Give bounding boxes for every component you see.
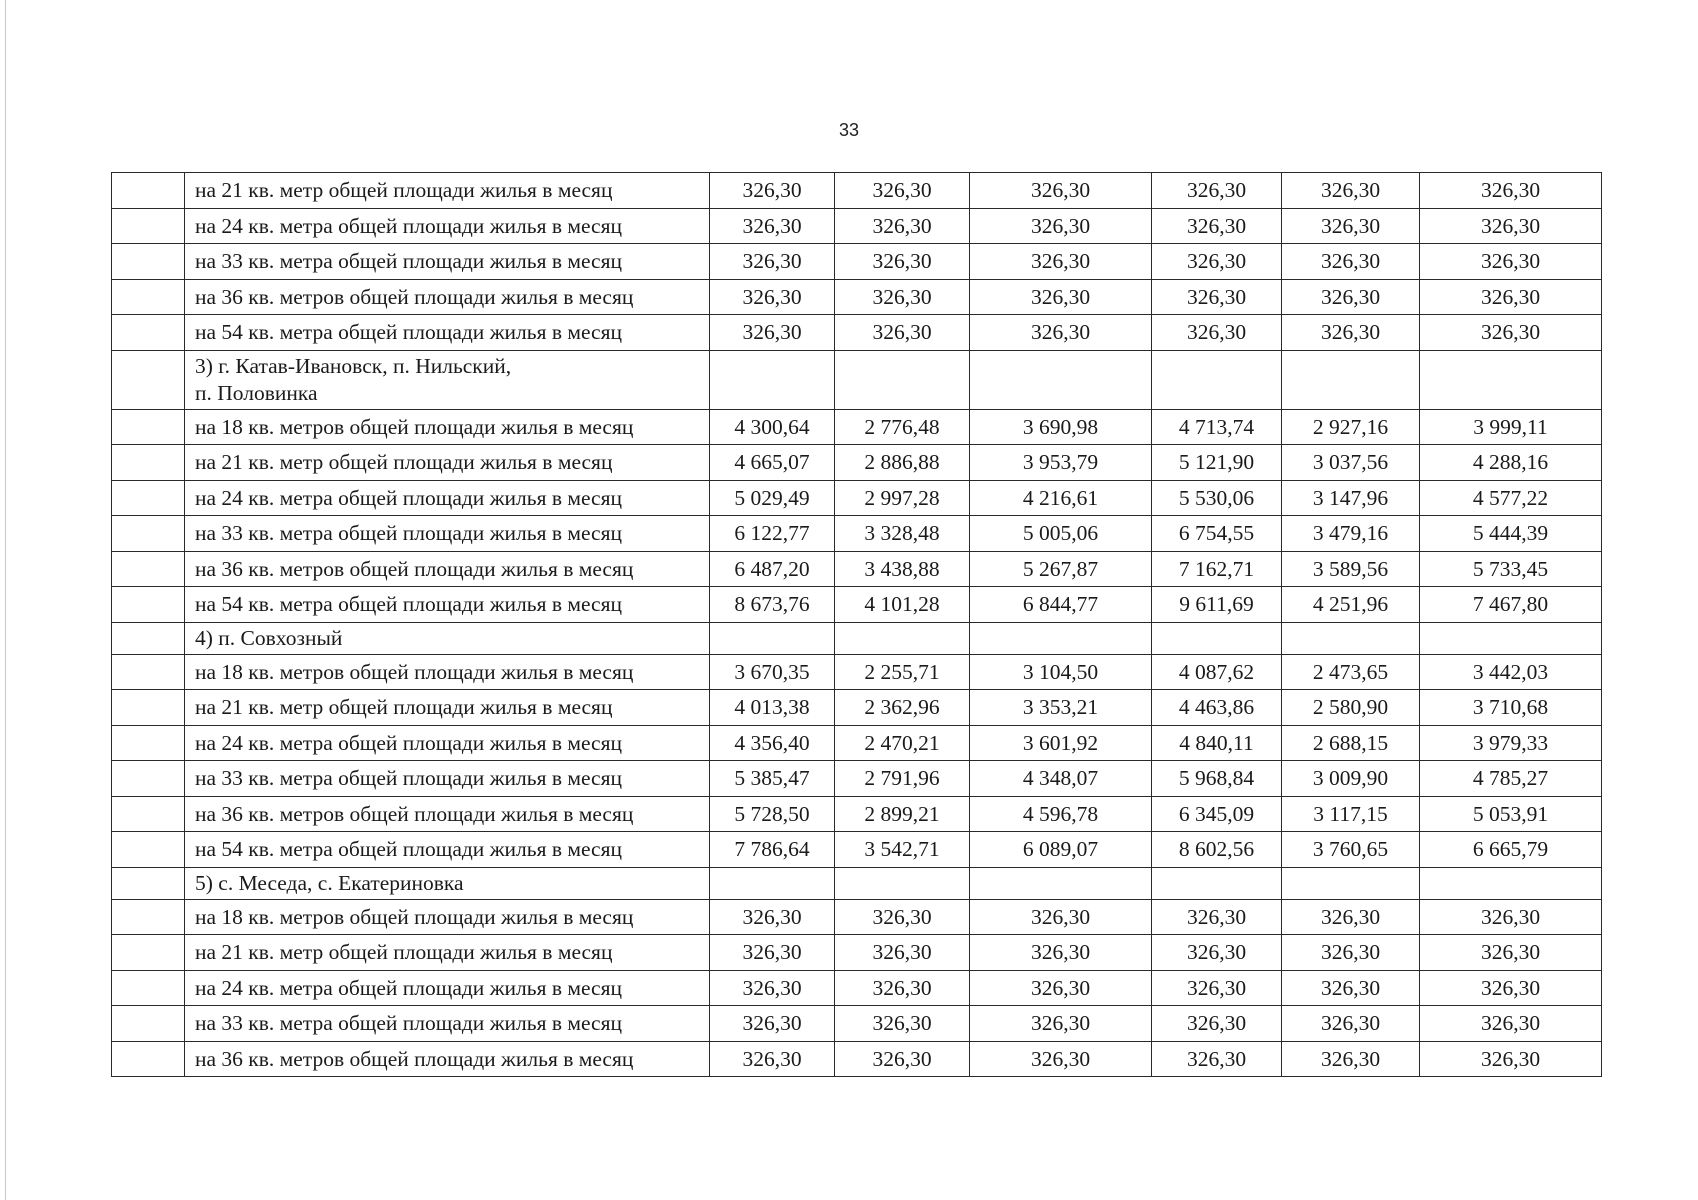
value-cell-col-3: 6 089,07 (970, 832, 1152, 868)
value-cell-col-3: 5 005,06 (970, 516, 1152, 552)
row-description-cell: на 33 кв. метра общей площади жилья в месяц (185, 516, 710, 552)
value-cell-col-4: 5 530,06 (1152, 480, 1282, 516)
section-title-cell (185, 350, 710, 409)
value-cell-col-4: 4 463,86 (1152, 690, 1282, 726)
value-cell-col-1: 326,30 (710, 208, 835, 244)
value-cell-col-4: 5 121,90 (1152, 445, 1282, 481)
value-cell-col-1: 4 356,40 (710, 725, 835, 761)
value-cell-col-4: 5 968,84 (1152, 761, 1282, 797)
empty-value-cell (835, 622, 970, 654)
value-cell-col-6: 326,30 (1420, 970, 1602, 1006)
section-header-row (112, 622, 1602, 654)
row-number-cell (112, 867, 185, 899)
value-cell-col-1: 6 122,77 (710, 516, 835, 552)
table-row (112, 516, 1602, 552)
value-cell-col-1: 5 029,49 (710, 480, 835, 516)
value-cell-col-6: 3 999,11 (1420, 409, 1602, 445)
value-cell-col-5: 3 589,56 (1282, 551, 1420, 587)
row-number-cell (112, 622, 185, 654)
value-cell-col-3: 3 953,79 (970, 445, 1152, 481)
empty-value-cell (1420, 867, 1602, 899)
value-cell-col-1: 326,30 (710, 315, 835, 351)
value-cell-col-6: 4 785,27 (1420, 761, 1602, 797)
value-cell-col-1: 4 665,07 (710, 445, 835, 481)
row-number-cell (112, 725, 185, 761)
value-cell-col-2: 2 997,28 (835, 480, 970, 516)
row-description-cell: на 36 кв. метров общей площади жилья в месяц (185, 796, 710, 832)
value-cell-col-3: 6 844,77 (970, 587, 1152, 623)
row-number-cell (112, 690, 185, 726)
value-cell-col-4: 4 087,62 (1152, 654, 1282, 690)
value-cell-col-1: 7 786,64 (710, 832, 835, 868)
value-cell-col-3: 3 690,98 (970, 409, 1152, 445)
value-cell-col-3: 4 348,07 (970, 761, 1152, 797)
row-description-cell: на 21 кв. метр общей площади жилья в месяц (185, 445, 710, 481)
row-number-cell (112, 244, 185, 280)
empty-value-cell (835, 867, 970, 899)
value-cell-col-1: 326,30 (710, 1006, 835, 1042)
value-cell-col-6: 3 710,68 (1420, 690, 1602, 726)
value-cell-col-2: 2 791,96 (835, 761, 970, 797)
row-number-cell (112, 796, 185, 832)
table-row (112, 796, 1602, 832)
section-title-line: 5) с. Меседа, с. Екатериновка (195, 870, 464, 895)
row-number-cell (112, 551, 185, 587)
empty-value-cell (970, 622, 1152, 654)
value-cell-col-6: 5 053,91 (1420, 796, 1602, 832)
value-cell-col-5: 326,30 (1282, 1006, 1420, 1042)
value-cell-col-4: 326,30 (1152, 970, 1282, 1006)
value-cell-col-2: 2 899,21 (835, 796, 970, 832)
section-title-cell (185, 622, 710, 654)
value-cell-col-3: 3 104,50 (970, 654, 1152, 690)
value-cell-col-3: 326,30 (970, 899, 1152, 935)
value-cell-col-5: 326,30 (1282, 279, 1420, 315)
value-cell-col-3: 326,30 (970, 315, 1152, 351)
value-cell-col-4: 326,30 (1152, 208, 1282, 244)
empty-value-cell (1282, 622, 1420, 654)
value-cell-col-4: 326,30 (1152, 1006, 1282, 1042)
value-cell-col-4: 4 713,74 (1152, 409, 1282, 445)
value-cell-col-6: 326,30 (1420, 315, 1602, 351)
value-cell-col-2: 326,30 (835, 244, 970, 280)
value-cell-col-2: 326,30 (835, 970, 970, 1006)
value-cell-col-4: 7 162,71 (1152, 551, 1282, 587)
value-cell-col-4: 6 345,09 (1152, 796, 1282, 832)
value-cell-col-5: 326,30 (1282, 315, 1420, 351)
row-number-cell (112, 970, 185, 1006)
row-description-cell: на 54 кв. метра общей площади жилья в месяц (185, 315, 710, 351)
row-description-cell: на 54 кв. метра общей площади жилья в месяц (185, 587, 710, 623)
tariff-table (111, 172, 1602, 1077)
value-cell-col-4: 326,30 (1152, 173, 1282, 209)
value-cell-col-6: 326,30 (1420, 208, 1602, 244)
value-cell-col-2: 2 886,88 (835, 445, 970, 481)
value-cell-col-3: 3 353,21 (970, 690, 1152, 726)
value-cell-col-3: 326,30 (970, 244, 1152, 280)
table-row (112, 244, 1602, 280)
empty-value-cell (1420, 622, 1602, 654)
value-cell-col-5: 326,30 (1282, 1041, 1420, 1077)
value-cell-col-5: 3 760,65 (1282, 832, 1420, 868)
row-description-cell: на 54 кв. метра общей площади жилья в месяц (185, 832, 710, 868)
value-cell-col-5: 326,30 (1282, 899, 1420, 935)
value-cell-col-3: 5 267,87 (970, 551, 1152, 587)
empty-value-cell (710, 622, 835, 654)
table-row (112, 970, 1602, 1006)
section-title-line: 4) п. Совхозный (195, 625, 343, 650)
empty-value-cell (970, 867, 1152, 899)
row-number-cell (112, 1041, 185, 1077)
empty-value-cell (1282, 350, 1420, 409)
row-number-cell (112, 587, 185, 623)
table-row (112, 480, 1602, 516)
row-number-cell (112, 279, 185, 315)
row-description-cell: на 24 кв. метра общей площади жилья в месяц (185, 725, 710, 761)
value-cell-col-1: 326,30 (710, 173, 835, 209)
row-number-cell (112, 315, 185, 351)
empty-value-cell (1152, 867, 1282, 899)
row-description-cell: на 24 кв. метра общей площади жилья в месяц (185, 208, 710, 244)
value-cell-col-3: 326,30 (970, 208, 1152, 244)
value-cell-col-3: 326,30 (970, 1041, 1152, 1077)
row-description-cell: на 36 кв. метров общей площади жилья в месяц (185, 551, 710, 587)
value-cell-col-1: 6 487,20 (710, 551, 835, 587)
value-cell-col-2: 2 776,48 (835, 409, 970, 445)
value-cell-col-4: 326,30 (1152, 315, 1282, 351)
value-cell-col-5: 326,30 (1282, 208, 1420, 244)
table-row (112, 690, 1602, 726)
section-title-line: 3) г. Катав-Ивановск, п. Нильский, (195, 353, 512, 378)
value-cell-col-3: 4 596,78 (970, 796, 1152, 832)
table-row (112, 208, 1602, 244)
row-description-cell: на 36 кв. метров общей площади жилья в месяц (185, 279, 710, 315)
table-row (112, 409, 1602, 445)
value-cell-col-2: 2 255,71 (835, 654, 970, 690)
value-cell-col-5: 2 688,15 (1282, 725, 1420, 761)
value-cell-col-6: 326,30 (1420, 935, 1602, 971)
section-title-cell (185, 867, 710, 899)
row-number-cell (112, 208, 185, 244)
value-cell-col-3: 326,30 (970, 970, 1152, 1006)
value-cell-col-6: 326,30 (1420, 173, 1602, 209)
table-row (112, 1041, 1602, 1077)
value-cell-col-4: 6 754,55 (1152, 516, 1282, 552)
value-cell-col-1: 5 728,50 (710, 796, 835, 832)
table-row (112, 445, 1602, 481)
value-cell-col-1: 326,30 (710, 279, 835, 315)
empty-value-cell (710, 350, 835, 409)
value-cell-col-6: 326,30 (1420, 1006, 1602, 1042)
value-cell-col-2: 326,30 (835, 315, 970, 351)
row-number-cell (112, 654, 185, 690)
value-cell-col-1: 326,30 (710, 244, 835, 280)
value-cell-col-1: 8 673,76 (710, 587, 835, 623)
row-number-cell (112, 832, 185, 868)
value-cell-col-1: 4 013,38 (710, 690, 835, 726)
value-cell-col-6: 326,30 (1420, 899, 1602, 935)
value-cell-col-6: 5 733,45 (1420, 551, 1602, 587)
value-cell-col-4: 9 611,69 (1152, 587, 1282, 623)
section-title-line: п. Половинка (195, 380, 318, 405)
value-cell-col-2: 3 328,48 (835, 516, 970, 552)
value-cell-col-3: 326,30 (970, 279, 1152, 315)
table-row (112, 551, 1602, 587)
row-description-cell: на 24 кв. метра общей площади жилья в месяц (185, 970, 710, 1006)
value-cell-col-5: 326,30 (1282, 244, 1420, 280)
empty-value-cell (1420, 350, 1602, 409)
table-row (112, 587, 1602, 623)
row-number-cell (112, 935, 185, 971)
value-cell-col-1: 5 385,47 (710, 761, 835, 797)
value-cell-col-6: 7 467,80 (1420, 587, 1602, 623)
value-cell-col-2: 326,30 (835, 279, 970, 315)
value-cell-col-5: 326,30 (1282, 173, 1420, 209)
value-cell-col-1: 326,30 (710, 970, 835, 1006)
value-cell-col-5: 3 009,90 (1282, 761, 1420, 797)
value-cell-col-2: 326,30 (835, 173, 970, 209)
row-description-cell: на 18 кв. метров общей площади жилья в месяц (185, 899, 710, 935)
row-description-cell: на 18 кв. метров общей площади жилья в месяц (185, 409, 710, 445)
value-cell-col-4: 326,30 (1152, 1041, 1282, 1077)
table-row (112, 832, 1602, 868)
value-cell-col-5: 3 479,16 (1282, 516, 1420, 552)
value-cell-col-6: 326,30 (1420, 1041, 1602, 1077)
value-cell-col-1: 4 300,64 (710, 409, 835, 445)
row-description-cell: на 21 кв. метр общей площади жилья в месяц (185, 935, 710, 971)
row-number-cell (112, 1006, 185, 1042)
value-cell-col-2: 4 101,28 (835, 587, 970, 623)
value-cell-col-5: 2 473,65 (1282, 654, 1420, 690)
value-cell-col-6: 5 444,39 (1420, 516, 1602, 552)
page-number: 33 (838, 120, 860, 140)
value-cell-col-5: 3 147,96 (1282, 480, 1420, 516)
table-row (112, 654, 1602, 690)
value-cell-col-3: 326,30 (970, 173, 1152, 209)
value-cell-col-4: 326,30 (1152, 244, 1282, 280)
row-number-cell (112, 516, 185, 552)
table-row (112, 935, 1602, 971)
value-cell-col-2: 326,30 (835, 899, 970, 935)
row-description-cell: на 33 кв. метра общей площади жилья в месяц (185, 761, 710, 797)
value-cell-col-6: 4 577,22 (1420, 480, 1602, 516)
value-cell-col-2: 2 470,21 (835, 725, 970, 761)
row-number-cell (112, 761, 185, 797)
row-number-cell (112, 445, 185, 481)
value-cell-col-1: 326,30 (710, 935, 835, 971)
row-description-cell: на 36 кв. метров общей площади жилья в месяц (185, 1041, 710, 1077)
value-cell-col-4: 8 602,56 (1152, 832, 1282, 868)
row-number-cell (112, 350, 185, 409)
row-description-cell: на 18 кв. метров общей площади жилья в месяц (185, 654, 710, 690)
value-cell-col-4: 326,30 (1152, 899, 1282, 935)
row-description-cell: на 24 кв. метра общей площади жилья в месяц (185, 480, 710, 516)
value-cell-col-2: 326,30 (835, 1041, 970, 1077)
value-cell-col-5: 2 927,16 (1282, 409, 1420, 445)
value-cell-col-5: 326,30 (1282, 935, 1420, 971)
value-cell-col-2: 3 438,88 (835, 551, 970, 587)
value-cell-col-3: 326,30 (970, 935, 1152, 971)
value-cell-col-2: 3 542,71 (835, 832, 970, 868)
value-cell-col-2: 2 362,96 (835, 690, 970, 726)
row-number-cell (112, 173, 185, 209)
value-cell-col-4: 326,30 (1152, 279, 1282, 315)
row-number-cell (112, 899, 185, 935)
section-header-row (112, 350, 1602, 409)
value-cell-col-4: 4 840,11 (1152, 725, 1282, 761)
empty-value-cell (710, 867, 835, 899)
table-row (112, 725, 1602, 761)
scan-edge-line (5, 0, 6, 1200)
value-cell-col-1: 326,30 (710, 1041, 835, 1077)
value-cell-col-4: 326,30 (1152, 935, 1282, 971)
row-number-cell (112, 480, 185, 516)
table-row (112, 315, 1602, 351)
value-cell-col-5: 4 251,96 (1282, 587, 1420, 623)
empty-value-cell (835, 350, 970, 409)
row-number-cell (112, 409, 185, 445)
empty-value-cell (1152, 622, 1282, 654)
value-cell-col-2: 326,30 (835, 935, 970, 971)
value-cell-col-1: 326,30 (710, 899, 835, 935)
value-cell-col-6: 6 665,79 (1420, 832, 1602, 868)
value-cell-col-2: 326,30 (835, 208, 970, 244)
value-cell-col-5: 2 580,90 (1282, 690, 1420, 726)
table-row (112, 173, 1602, 209)
value-cell-col-6: 326,30 (1420, 244, 1602, 280)
row-description-cell: на 33 кв. метра общей площади жилья в месяц (185, 1006, 710, 1042)
value-cell-col-5: 326,30 (1282, 970, 1420, 1006)
table-row (112, 761, 1602, 797)
table-row (112, 899, 1602, 935)
value-cell-col-5: 3 037,56 (1282, 445, 1420, 481)
value-cell-col-6: 3 442,03 (1420, 654, 1602, 690)
row-description-cell: на 21 кв. метр общей площади жилья в месяц (185, 173, 710, 209)
empty-value-cell (970, 350, 1152, 409)
section-header-row (112, 867, 1602, 899)
value-cell-col-6: 326,30 (1420, 279, 1602, 315)
value-cell-col-6: 4 288,16 (1420, 445, 1602, 481)
tariff-table-body (112, 173, 1602, 1077)
value-cell-col-6: 3 979,33 (1420, 725, 1602, 761)
empty-value-cell (1152, 350, 1282, 409)
table-row (112, 1006, 1602, 1042)
value-cell-col-1: 3 670,35 (710, 654, 835, 690)
value-cell-col-3: 4 216,61 (970, 480, 1152, 516)
value-cell-col-2: 326,30 (835, 1006, 970, 1042)
value-cell-col-5: 3 117,15 (1282, 796, 1420, 832)
row-description-cell: на 33 кв. метра общей площади жилья в месяц (185, 244, 710, 280)
row-description-cell: на 21 кв. метр общей площади жилья в месяц (185, 690, 710, 726)
value-cell-col-3: 3 601,92 (970, 725, 1152, 761)
table-row (112, 279, 1602, 315)
value-cell-col-3: 326,30 (970, 1006, 1152, 1042)
empty-value-cell (1282, 867, 1420, 899)
